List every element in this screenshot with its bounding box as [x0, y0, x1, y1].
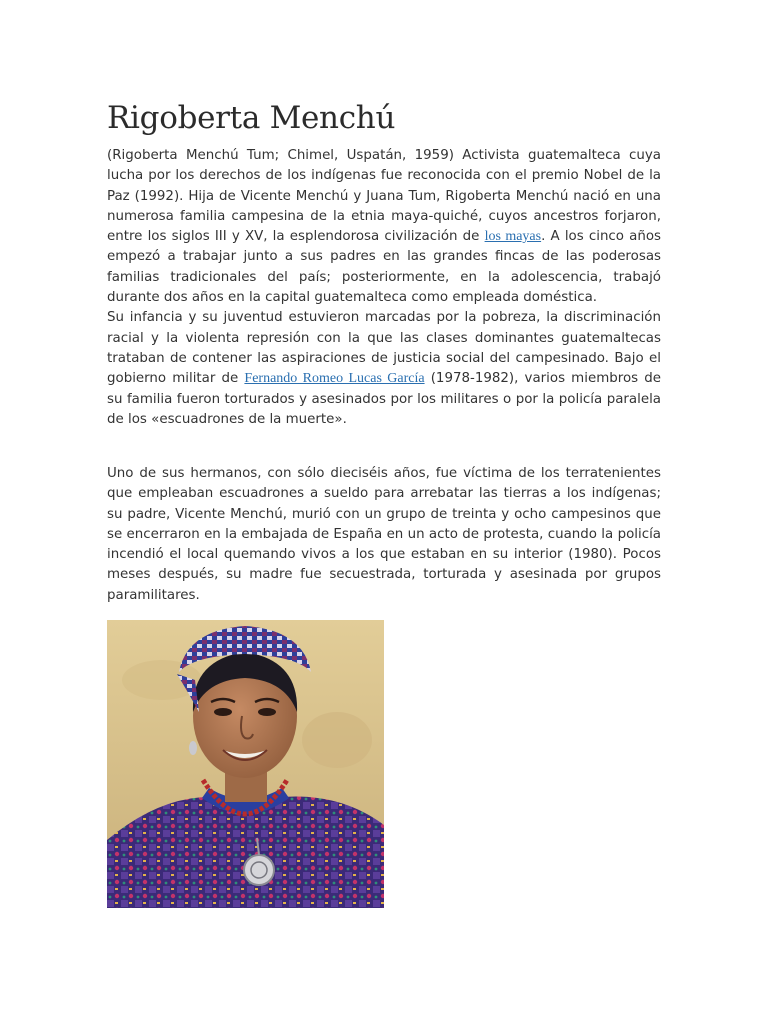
paragraph-1-text-end: . A los cinco años empezó a trabajar junto a sus padres en las grandes fincas de las poderosas familias tradicionales del país; posteriormente, en la adolescencia, trabajó durante dos años en la capital guatemalteca como empleada doméstica.: [107, 229, 661, 306]
article-body-bottom: [107, 464, 661, 606]
paragraph-1-text-start: (Rigoberta Menchú Tum; Chimel, Uspatán, 1959) Activista guatemalteca cuya lucha por los derechos de los indígenas fue reconocida con el premio Nobel de la Paz (1992). Hija de Vicente Menchú y Juana Tum, Rigoberta Menchú nació en una numerosa familia campesina de la etnia maya-quiché, cuyos ancestros forjaron, entre los siglos III y XV, la esplendorosa civilización de: [107, 148, 661, 245]
link-fernando-romeo-lucas-garcia[interactable]: Fernando Romeo Lucas García: [244, 371, 425, 387]
paragraph-family-violence: Uno de sus hermanos, con sólo dieciséis años, fue víctima de los terratenientes que empleaban escuadrones a sueldo para arrebatar las tierras a los indígenas; su padre, Vicente Menchú, murió con un grupo de treinta y ocho campesinos que se encerraron en la embajada de España en un acto de protesta, cuando la policía incendió el local quemando vivos a los que estaban en su interior (1980). Pocos meses después, su madre fue secuestrada, torturada y asesinada por grupos paramilitares.: [107, 466, 661, 603]
page-title: Rigoberta Menchú: [107, 100, 396, 136]
link-los-mayas[interactable]: los mayas: [484, 229, 542, 245]
paragraph-2-text-start: Su infancia y su juventud estuvieron marcadas por la pobreza, la discriminación racial y la violenta represión con la que las clases dominantes guatemaltecas trataban de contener las aspiraciones de justicia social del campesinado. Bajo el gobierno militar de: [107, 310, 661, 387]
paragraph-biography-intro: [107, 146, 661, 308]
paragraph-2-text-end: (1978-1982), varios miembros de su familia fueron torturados y asesinados por los militares o por la policía paralela de los «escuadrones de la muerte».: [107, 371, 661, 427]
portrait-photo: [107, 620, 384, 908]
portrait-illustration: [107, 620, 384, 908]
paragraph-childhood: [107, 308, 661, 430]
article-body-top: [107, 146, 661, 430]
